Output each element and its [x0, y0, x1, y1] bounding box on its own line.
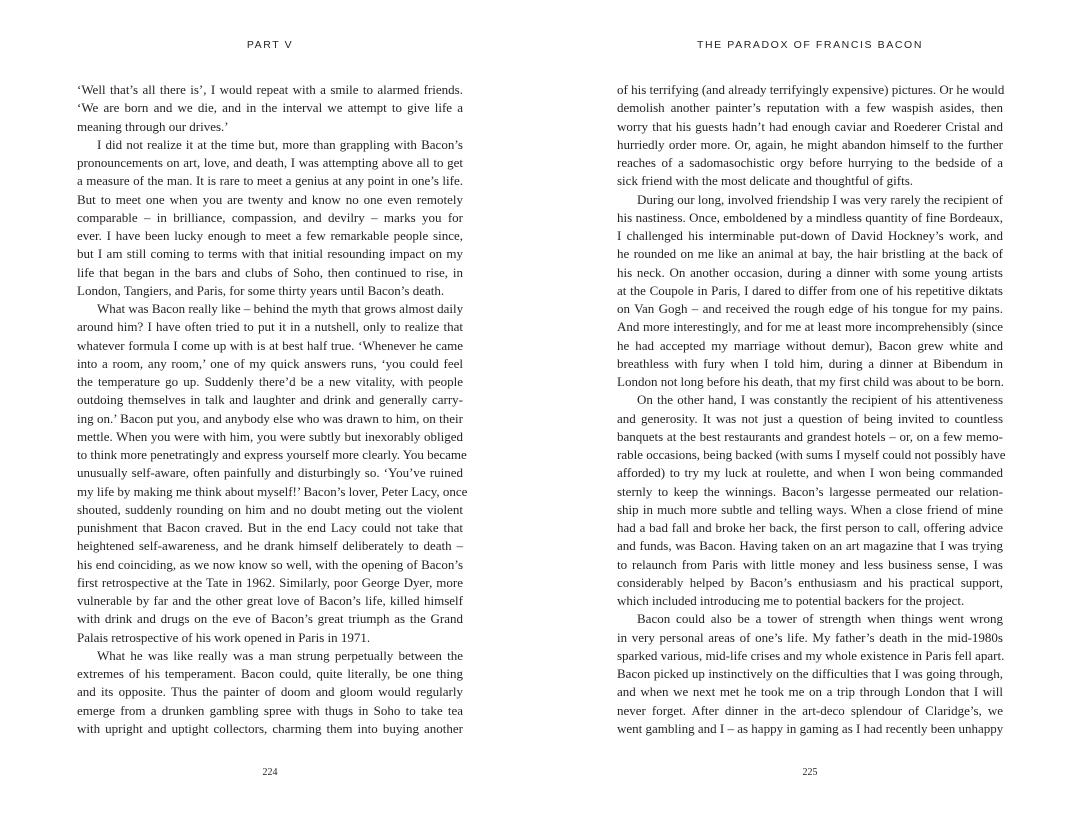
text-line: afforded) to try my luck at roulette, and when I won being commanded — [617, 465, 1003, 481]
text-line: What was Bacon really like – behind the myth that grows almost daily — [97, 301, 464, 316]
text-line: and funds, was Bacon. Having taken on an art magazine that I was trying — [617, 538, 1003, 554]
text-line: considerably helped by Bacon’s enthusiasm and his practical support, — [617, 574, 1003, 590]
text-line: I did not realize it at the time but, more than grappling with Bacon’s — [97, 136, 463, 152]
left-page — [77, 0, 468, 827]
text-line: but I am still coming to terms with that initial resounding impact on my — [77, 246, 463, 262]
text-line: reaches of a sadomasochistic orgy before hurrying to the bedside of a — [617, 155, 1003, 170]
text-line: rable occasions, being backed (with sums I myself could not possibly have — [617, 447, 1006, 462]
text-line: And more interestingly, and for me at least more incomprehensibly (since — [617, 319, 1003, 335]
text-line: he had accepted my marriage without demur), Bacon grew white and — [617, 337, 1003, 353]
page-number: 225 — [802, 767, 818, 778]
body-text — [617, 81, 1006, 738]
text-line: What he was like really was a man strung perpetually between the — [97, 647, 463, 663]
text-line: sick friend with the most delicate and thoughtful of gifts. — [617, 173, 914, 189]
text-line: Palais retrospective of his work opened in Paris in 1971. — [77, 629, 371, 645]
text-line: on Van Gogh – and received the rough edge of his tongue for my pains. — [617, 301, 1003, 316]
text-line: his nastiness. Once, emboldened by a mindless quantity of fine Bordeaux, — [617, 209, 1003, 225]
text-line: the temperature go up. Suddenly there’d be a new vitality, with people — [77, 374, 463, 389]
text-line: and generosity. It was not just a question of being invited to countless — [617, 410, 1003, 426]
text-line: sternly to keep the winnings. Bacon’s largesse permeated our relation- — [617, 483, 1003, 499]
text-line: of his terrifying (and already terrifyingly expensive) pictures. Or he would — [617, 82, 1005, 97]
text-line: breathless with fury when I told him, during a dinner at Bibendum in — [617, 355, 1003, 371]
text-line: But to meet one when you are twenty and know no one even remotely — [77, 191, 463, 207]
text-line: Bacon could also be a tower of strength when things went wrong — [637, 611, 1003, 627]
text-line: unusually self-aware, often painfully and disturbingly so. ‘You’ve ruined — [77, 465, 463, 481]
text-line: went gambling and I – as happy in gaming as I had recently been unhappy — [617, 720, 1004, 736]
text-line: and when we next met he took me on a trip through London that I will — [617, 684, 1003, 700]
text-line: ing on.’ Bacon put you, and anybody else who was drawn to him, on their — [77, 410, 463, 426]
text-line: life that began in the bars and clubs of Soho, then continued to rise, in — [77, 264, 463, 280]
text-line: his end coinciding, as we now know so well, with the opening of Bacon’s — [77, 556, 463, 572]
body-text — [77, 81, 468, 738]
text-line: outdoing themselves in talk and laughter and drink and generally carry- — [77, 392, 463, 408]
text-line: meaning through our drives.’ — [77, 118, 229, 134]
text-line: a measure of the man. It is rare to meet a genius at any point in one’s life. — [77, 173, 463, 189]
text-line: vulnerable by far and the other great love of Bacon’s life, killed himself — [77, 593, 463, 608]
text-line: with upright and uptight collectors, charming them into buying another — [77, 720, 463, 736]
text-line: hurriedly order more. Or, again, he might abandon himself to the further — [617, 136, 1003, 152]
text-line: banquets at the best restaurants and grandest hotels – or, on a few memo- — [617, 428, 1003, 444]
text-line: in very personal areas of one’s life. My father’s death in the mid-1980s — [617, 629, 1003, 645]
text-line: he rounded on me like an animal at bay, the hair bristling at the back of — [617, 246, 1003, 262]
text-line: emerge from a drunken gambling spree with thugs in Soho to take tea — [77, 702, 463, 718]
text-line: London, Tangiers, and Paris, for some thirty years until Bacon’s death. — [77, 282, 445, 298]
text-line: ‘Well that’s all there is’, I would repeat with a smile to alarmed friends. — [77, 82, 463, 97]
text-line: which included introducing me to potential backers for the project. — [617, 593, 965, 608]
text-line: sparked various, mid-life crises and my whole existence in Paris fell apart. — [617, 647, 1005, 663]
page-number: 224 — [262, 767, 278, 778]
text-line: pronouncements on art, love, and death, I was attempting above all to get — [77, 155, 463, 170]
text-line: extremes of his temperament. Bacon could, quite literally, be one thing — [77, 666, 463, 681]
text-line: London not long before his death, that my first child was about to be born. — [617, 374, 1005, 389]
text-line: ever. I have been lucky enough to meet a few remarkable people since, — [77, 228, 463, 243]
text-line: never forget. After dinner in the art-deco splendour of Claridge’s, we — [617, 702, 1003, 718]
text-line: heightened self-awareness, and he drank himself deliberately to death – — [77, 538, 463, 554]
text-line: ‘We are born and we die, and in the interval we attempt to give life a — [77, 100, 463, 116]
text-line: Bacon picked up instinctively on the difficulties that I was going through, — [617, 666, 1003, 681]
text-line: comparable – in brilliance, compassion, and devilry – marks you for — [77, 209, 463, 225]
text-line: my life by making me think about myself!’ Bacon’s lover, Peter Lacy, once — [77, 483, 468, 499]
text-line: around him? I have often tried to put it in a nutshell, only to realize that — [77, 319, 463, 335]
text-line: first retrospective at the Tate in 1962. Similarly, poor George Dyer, more — [77, 574, 463, 590]
text-line: mettle. When you were with him, you were subtly but inexorably obliged — [77, 428, 463, 444]
text-line: ship in much more subtle and telling ways. When a close friend of mine — [617, 501, 1003, 517]
text-line: with drink and drugs on the eve of Bacon’s great triumph as the Grand — [77, 611, 463, 627]
text-line: whatever formula I come up with is at best half true. ‘Whenever he came — [77, 337, 463, 353]
text-line: worry that his guests hadn’t had enough caviar and Roederer Cristal and — [617, 118, 1003, 134]
text-line: I challenged his interminable put-down of David Hockney’s work, and — [617, 228, 1003, 243]
text-line: and its opposite. Thus the painter of doom and gloom would regularly — [77, 684, 463, 700]
text-line: On the other hand, I was constantly the recipient of his attentiveness — [637, 392, 1003, 408]
text-line: demolish another painter’s reputation with a few waspish asides, then — [617, 100, 1003, 116]
text-line: punishment that Bacon craved. But in the end Lacy could not take that — [77, 520, 463, 535]
text-line: had a bad fall and broke her back, the first person to call, offering advice — [617, 520, 1003, 535]
running-head: THE PARADOX OF FRANCIS BACON — [696, 39, 924, 51]
text-line: During our long, involved friendship I was very rarely the recipient of — [637, 191, 1003, 207]
text-line: to think more penetratingly and express yourself more clearly. You became — [77, 447, 467, 462]
text-line: his neck. On another occasion, during a dinner with some young artists — [617, 264, 1003, 280]
text-line: at the Coupole in Paris, I dared to differ from one of his repetitive diktats — [617, 282, 1003, 298]
text-line: shouted, suddenly rounding on him and no doubt meting out the violent — [77, 501, 463, 517]
text-line: into a room, any room,’ one of my quick answers runs, ‘you could feel — [77, 355, 463, 371]
running-head: PART V — [246, 39, 294, 51]
right-page — [617, 0, 1006, 827]
text-line: to relaunch from Paris with little money and less business sense, I was — [617, 556, 1003, 572]
